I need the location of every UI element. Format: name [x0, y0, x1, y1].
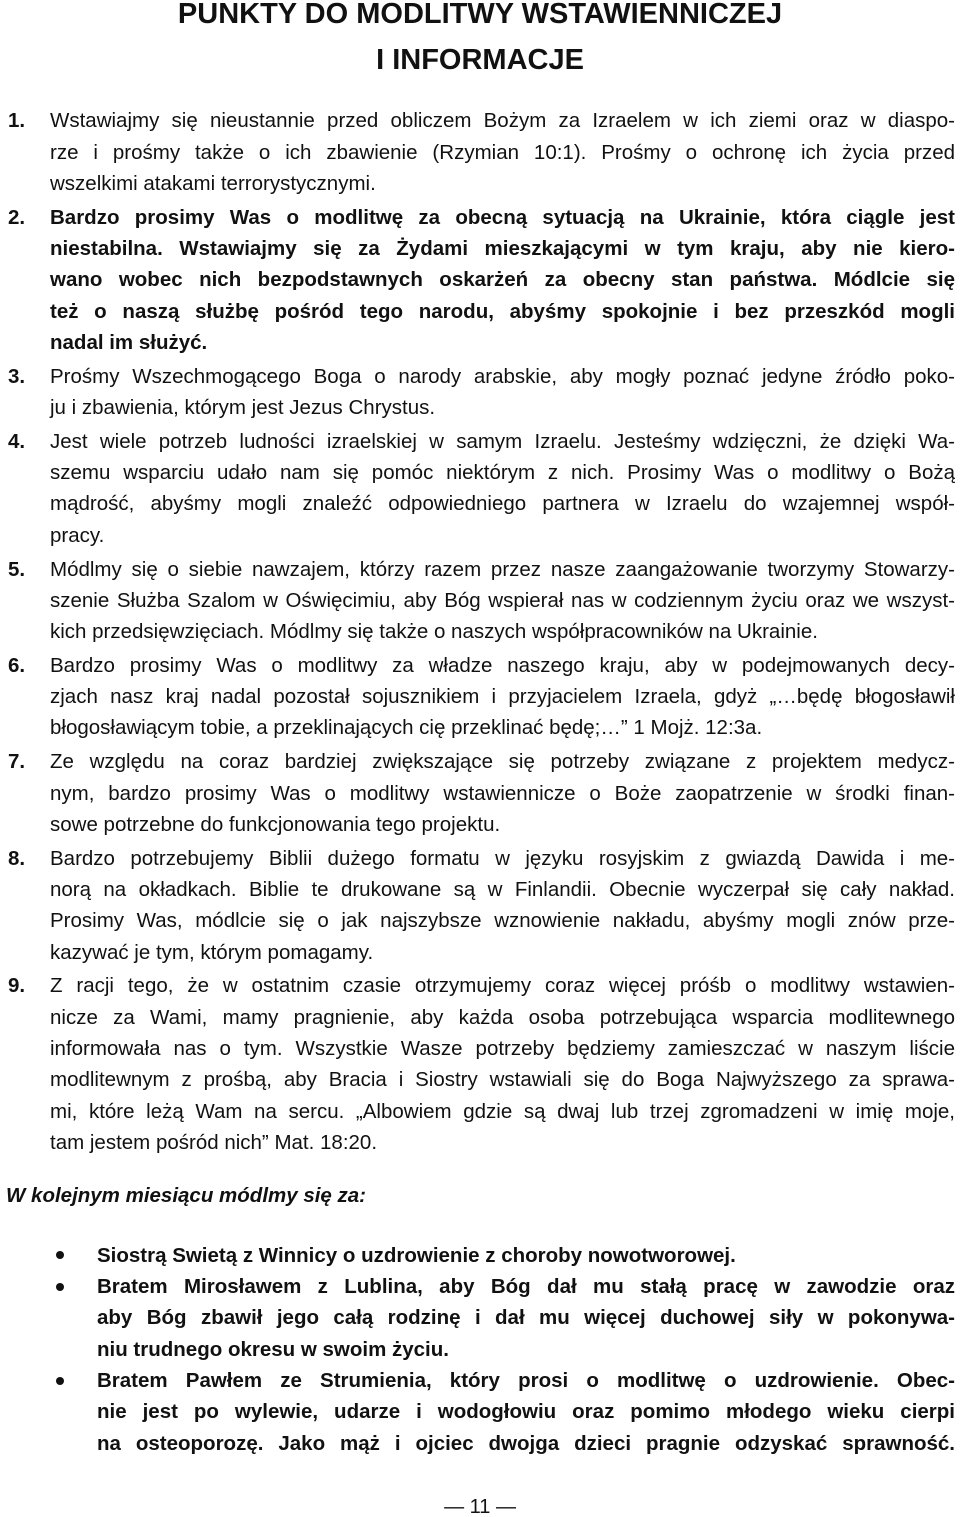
point-line: Jest wiele potrzeb ludności izraelskiej w samym Izraelu. Jesteśmy wdzięczni, że dzięki Wa- [50, 429, 955, 453]
bullet-item-3 [0, 1365, 960, 1459]
bullet-item-1 [0, 1240, 960, 1271]
point-number: 8. [8, 846, 26, 870]
point-line: szemu wsparciu udało nam się pomóc niektórym z nich. Prosimy Was o modlitwy o Bożą [50, 461, 955, 485]
page-title [0, 0, 960, 74]
next-month-heading: W kolejnym miesiącu módlmy się za: [6, 1183, 367, 1207]
bullet-text [97, 1240, 955, 1271]
point-line: Bardzo prosimy Was o modlitwy za władze naszego kraju, aby w podejmowanych decy- [50, 653, 955, 677]
point-line: pracy. [50, 523, 105, 547]
point-line: Prosimy Was, módlcie się o jak najszybsze wznowienie nakładu, abyśmy mogli znów prze- [50, 909, 955, 933]
point-number: 7. [8, 750, 26, 774]
bullet-line: Siostrą Swietą z Winnicy o uzdrowienie z choroby nowotworowej. [97, 1243, 736, 1267]
point-line: kich przedsięwzięciach. Módlmy się także o naszych współpracowników na Ukrainie. [50, 620, 818, 644]
bullet-line: nie jest po wylewie, udarze i wodogłowiu oraz pomimo młodego wieku cierpi [97, 1400, 955, 1424]
point-line: tam jestem pośród nich” Mat. 18:20. [50, 1130, 378, 1154]
point-line: Bardzo prosimy Was o modlitwę za obecną sytuacją na Ukrainie, która ciągle jest [50, 205, 955, 229]
point-line: sowe potrzebne do funkcjonowania tego projektu. [50, 812, 501, 836]
prayer-point-6 [0, 650, 960, 744]
bullet-text [97, 1365, 955, 1459]
prayer-point-1 [0, 105, 960, 199]
prayer-point-4 [0, 426, 960, 551]
point-text [50, 361, 955, 424]
bullet-line: na osteoporozę. Jako mąż i ojciec dwojga dzieci pragnie odzyskać sprawność. [97, 1431, 955, 1455]
bullet-item-2 [0, 1271, 960, 1365]
point-number: 5. [8, 557, 26, 581]
point-number: 9. [8, 974, 26, 998]
point-line: modlitewnym z prośbą, aby Bracia i Siostry wstawiali się do Boga Najwyższego za sprawa- [50, 1068, 955, 1092]
point-line: kazywać je tym, którym pomagamy. [50, 940, 374, 964]
point-text [50, 426, 955, 551]
prayer-point-2 [0, 202, 960, 358]
point-line: wszelkimi atakami terrorystycznymi. [50, 171, 376, 195]
point-line: błogosławiącym tobie, a przeklinających cię przeklinać będę;…” 1 Mojż. 12:3a. [50, 716, 763, 740]
bullet-icon [56, 1251, 64, 1259]
point-text [50, 105, 955, 199]
point-line: informowała nas o tym. Wszystkie Wasze potrzeby będziemy zamieszczać w naszym liście [50, 1036, 955, 1060]
point-text [50, 202, 955, 358]
bullet-text [97, 1271, 955, 1365]
bullet-icon [56, 1283, 64, 1291]
prayer-point-7 [0, 746, 960, 840]
bullet-icon [56, 1377, 64, 1385]
point-line: zjach nasz kraj nadal pozostał sojusznikiem i przyjacielem Izraela, gdyż „…będę błogosławił [50, 685, 955, 709]
point-line: Wstawiajmy się nieustannie przed obliczem Bożym za Izraelem w ich ziemi oraz w diaspo- [50, 109, 955, 133]
point-text [50, 650, 955, 744]
title-line-2: I INFORMACJE [376, 44, 584, 76]
bullet-line: Bratem Pawłem ze Strumienia, który prosi o modlitwę o uzdrowienie. Obec- [97, 1368, 955, 1392]
point-line: Ze względu na coraz bardziej zwiększające się potrzeby związane z projektem medycz- [50, 750, 955, 774]
point-line: Prośmy Wszechmogącego Boga o narody arabskie, aby mogły poznać jedyne źródło poko- [50, 364, 955, 388]
bullet-line: niu trudnego okresu w swoim życiu. [97, 1337, 449, 1361]
point-number: 1. [8, 109, 26, 133]
point-line: szenie Służba Szalom w Oświęcimiu, aby Bóg wspierał nas w codziennym życiu oraz we wszyst- [50, 588, 955, 612]
point-number: 6. [8, 653, 26, 677]
point-line: Bardzo potrzebujemy Biblii dużego formatu w języku rosyjskim z gwiazdą Dawida i me- [50, 846, 955, 870]
bullet-line: Bratem Mirosławem z Lublina, aby Bóg dał mu stałą pracę w zawodzie oraz [97, 1275, 955, 1299]
prayer-point-8 [0, 843, 960, 968]
next-month-list [0, 1240, 960, 1459]
point-number: 3. [8, 364, 26, 388]
point-line: nicze za Wami, mamy pragnienie, aby każda osoba potrzebująca wsparcia modlitewnego [50, 1005, 955, 1029]
prayer-point-5 [0, 554, 960, 648]
point-text [50, 554, 955, 648]
point-text [50, 970, 955, 1158]
point-text [50, 746, 955, 840]
point-line: Módlmy się o siebie nawzajem, którzy razem przez nasze zaangażowanie tworzymy Stowarzy- [50, 557, 955, 581]
point-line: nadal im służyć. [50, 330, 208, 354]
point-line: wano wobec nich bezpodstawnych oskarżeń za obecny stan państwa. Módlcie się [50, 268, 955, 292]
point-line: norą na okładkach. Biblie te drukowane są w Finlandii. Obecnie wyczerpał się cały nakład. [50, 877, 955, 901]
point-line: niestabilna. Wstawiajmy się za Żydami mieszkającymi w tym kraju, aby nie kiero- [50, 237, 955, 261]
prayer-point-3 [0, 361, 960, 424]
point-line: mi, które leżą Wam na sercu. „Albowiem gdzie są dwaj lub trzej zgromadzeni w imię moje, [50, 1099, 955, 1123]
point-line: nym, bardzo prosimy Was o modlitwy wstawiennicze o Boże zaopatrzenie w środki finan- [50, 781, 955, 805]
page-number: — 11 — [444, 1496, 516, 1517]
title-line-1: PUNKTY DO MODLITWY WSTAWIENNICZEJ [177, 0, 783, 30]
point-line: mądrość, abyśmy mogli znaleźć odpowiedniego partnera w Izraelu do wzajemnej współ- [50, 492, 955, 516]
point-number: 2. [8, 205, 26, 229]
point-line: ju i zbawienia, którym jest Jezus Chrystus. [50, 396, 436, 420]
point-line: rze i prośmy także o ich zbawienie (Rzymian 10:1). Prośmy o ochronę ich życia przed [50, 140, 955, 164]
point-text [50, 843, 955, 968]
point-line: też o naszą służbę pośród tego narodu, abyśmy spokojnie i bez przeszkód mogli [50, 299, 955, 323]
point-number: 4. [8, 429, 26, 453]
prayer-point-9 [0, 970, 960, 1158]
bullet-line: aby Bóg zbawił jego całą rodzinę i dał mu więcej duchowej siły w pokonywa- [97, 1306, 955, 1330]
prayer-points-list [0, 105, 960, 1158]
point-line: Z racji tego, że w ostatnim czasie otrzymujemy coraz więcej próśb o modlitwy wstawien- [50, 974, 955, 998]
